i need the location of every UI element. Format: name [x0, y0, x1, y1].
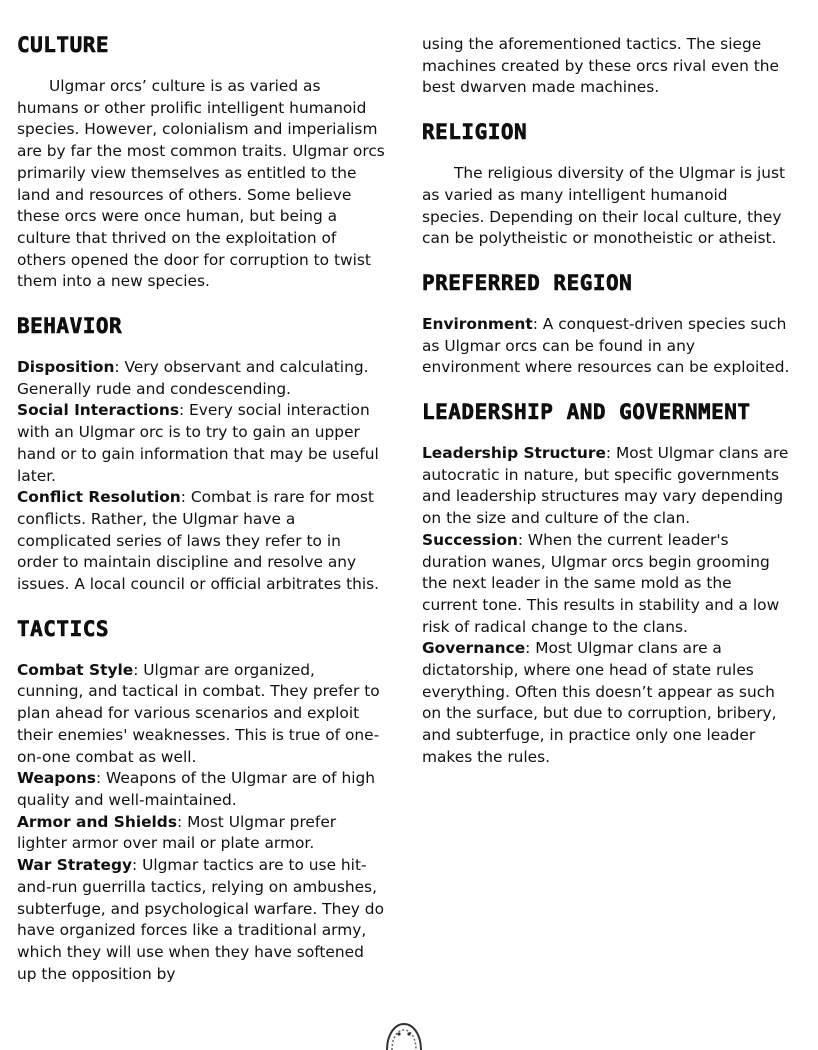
- term-text: : Most Ulgmar clans are a dictatorship, where one head of state rules everything. Often this doesn’t appear as such on the surface, but due to corruption, bribery, and subterfuge, in practice only one leader makes the rules.: [422, 639, 777, 766]
- behavior-item-conflict-resolution: [17, 487, 385, 596]
- term-label: Social Interactions: [17, 401, 179, 420]
- religion-body: The religious diversity of the Ulgmar is just as varied as many intelligent humanoid species. Depending on their local culture, they can be polytheistic or monotheistic or atheist.: [422, 164, 786, 248]
- preferred-region-section: [422, 270, 790, 379]
- term-label: Environment: [422, 314, 533, 333]
- leadership-list: [422, 443, 790, 769]
- religion-section: [422, 119, 790, 250]
- term-label: Armor and Shields: [17, 812, 177, 831]
- term-label: Combat Style: [17, 660, 134, 679]
- leadership-item-governance: [422, 638, 790, 768]
- tactics-heading: TACTICS: [17, 616, 110, 641]
- leadership-section: [422, 399, 790, 769]
- term-text: : Every social interaction with an Ulgmar orc is to try to gain an upper hand or to gain information that may be useful later.: [17, 401, 379, 485]
- behavior-heading: BEHAVIOR: [17, 314, 123, 339]
- term-label: Governance: [422, 639, 526, 658]
- behavior-section: [17, 313, 385, 596]
- term-label: Succession: [422, 530, 518, 549]
- preferred-region-heading: PREFERRED REGION: [422, 270, 633, 295]
- leadership-item-succession: [422, 530, 790, 639]
- term-label: War Strategy: [17, 856, 133, 875]
- culture-body: Ulgmar orcs’ culture is as varied as humans or other prolific intelligent humanoid species. However, colonialism and imperialism are by far the most common traits. Ulgmar orcs primarily view themselves as entitled to the land and resources of others. Some believe these orcs were once human, but being a culture that thrived on the exploitation of others opened the door for corruption to twist them into a new species.: [17, 77, 385, 291]
- continuation-text: using the aforementioned tactics. The siege machines created by these orcs rival even the best dwarven made machines.: [422, 35, 780, 97]
- continuation-section: [422, 34, 790, 99]
- leadership-item-structure: [422, 443, 790, 530]
- tactics-item-combat-style: [17, 660, 385, 769]
- behavior-list: [17, 357, 385, 596]
- left-column: [17, 32, 385, 1005]
- term-label: Leadership Structure: [422, 444, 606, 463]
- religion-heading: RELIGION: [422, 120, 528, 145]
- term-text: : A conquest-driven species such as Ulgmar orcs can be found in any environment where resources can be exploited.: [422, 314, 790, 377]
- culture-heading: CULTURE: [17, 33, 110, 57]
- term-text: : Ulgmar are organized, cunning, and tactical in combat. They prefer to plan ahead for various scenarios and exploit their enemies' weaknesses. This is true of one-on-one combat as well.: [17, 660, 380, 766]
- term-label: Conflict Resolution: [17, 488, 181, 507]
- behavior-item-disposition: [17, 357, 385, 400]
- term-text: : When the current leader's duration wanes, Ulgmar orcs begin grooming the next leader in the same mold as the current tone. This results in stability and a low risk of radical change to the clans.: [422, 530, 780, 636]
- term-text: : Weapons of the Ulgmar are of high quality and well-maintained.: [17, 769, 376, 809]
- tactics-section: [17, 616, 385, 986]
- term-text: : Very observant and calculating. Generally rude and condescending.: [17, 358, 369, 398]
- right-column: [422, 34, 790, 789]
- preferred-region-list: [422, 314, 790, 379]
- term-label: Disposition: [17, 358, 115, 377]
- term-text: : Most Ulgmar clans are autocratic in nature, but specific governments and leadership structures may vary depending on the size and culture of the clan.: [422, 444, 789, 528]
- culture-section: [17, 32, 385, 293]
- tactics-item-war-strategy: [17, 855, 385, 985]
- tactics-list: [17, 660, 385, 986]
- preferred-region-item-environment: [422, 314, 790, 379]
- leadership-heading: LEADERSHIP AND GOVERNMENT: [422, 400, 751, 425]
- term-text: : Ulgmar tactics are to use hit-and-run guerrilla tactics, relying on ambushes, subterfuge, and psychological warfare. They do have organized forces like a traditional army, which they will use when they have softened up the opposition by: [17, 856, 384, 983]
- term-text: : Most Ulgmar prefer lighter armor over mail or plate armor.: [17, 812, 337, 853]
- tactics-item-weapons: [17, 768, 385, 811]
- page-emblem-icon: [383, 1020, 425, 1050]
- tactics-item-armor-and-shields: [17, 812, 385, 855]
- behavior-item-social-interactions: [17, 400, 385, 487]
- term-text: : Combat is rare for most conflicts. Rather, the Ulgmar have a complicated series of laws they refer to in order to maintain discipline and resolve any issues. A local council or official arbitrates this.: [17, 488, 380, 594]
- term-label: Weapons: [17, 769, 96, 788]
